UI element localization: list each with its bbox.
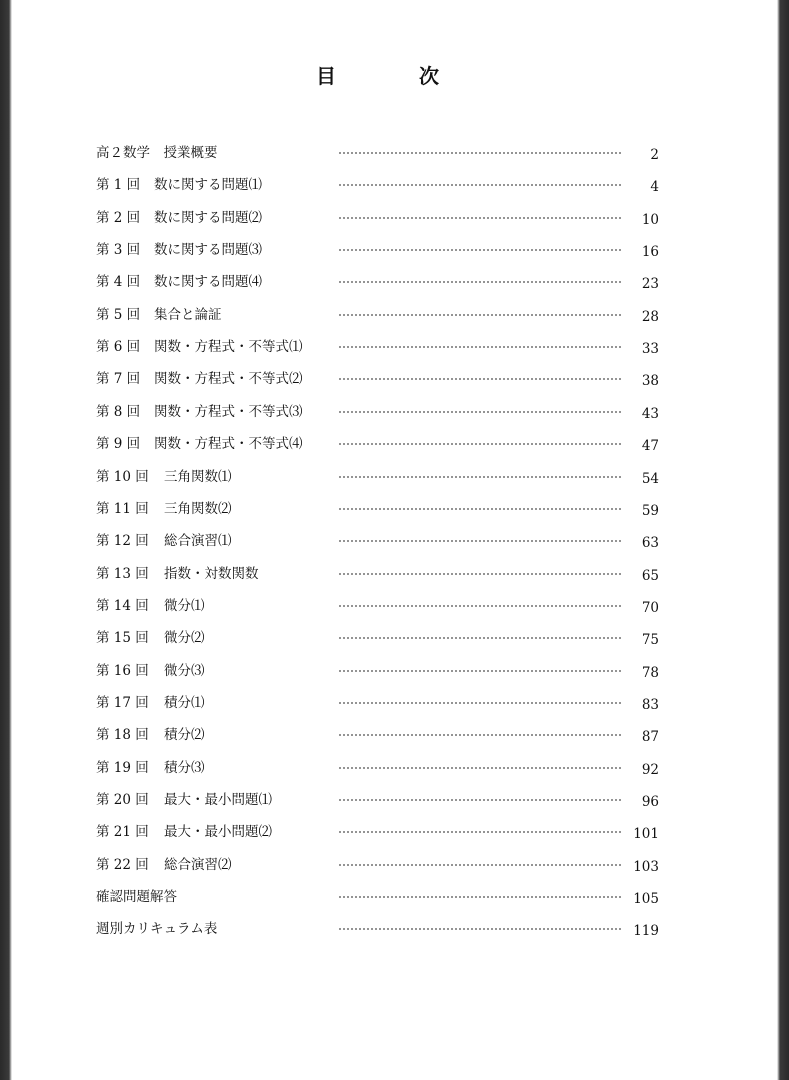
title-char-1: 目 (316, 64, 336, 88)
toc-entry-title: 高２数学 授業概要 (96, 145, 218, 161)
toc-entry-label (96, 240, 262, 260)
dot-leader (338, 152, 622, 154)
toc-entry-page-number: 28 (641, 308, 659, 325)
toc-entry-title: 微分⑵ (164, 630, 205, 647)
toc-entry-number: 第 20 回 (96, 792, 149, 808)
toc-entry-number: 第 6 回 (96, 339, 141, 356)
toc-entry (0, 661, 789, 685)
toc-entry (0, 855, 789, 879)
toc-entry-page-number: 2 (650, 147, 659, 163)
toc-entry-number: 第 14 回 (96, 597, 149, 614)
toc-entry-title: 積分⑶ (164, 759, 205, 776)
toc-entry (0, 208, 789, 232)
toc-entry (0, 693, 789, 717)
toc-entry-page-number: 87 (641, 729, 659, 746)
dot-leader (338, 314, 622, 316)
toc-entry-title: 三角関数⑴ (164, 468, 232, 485)
toc-entry (0, 143, 789, 167)
toc-entry-title: 積分⑵ (164, 727, 205, 744)
toc-entry-page-number: 63 (641, 535, 659, 552)
toc-entry (0, 434, 789, 458)
toc-entry-title: 微分⑴ (164, 597, 205, 614)
toc-entry-page-number: 10 (641, 211, 659, 228)
toc-entry-page-number: 59 (641, 502, 659, 519)
toc-entry-label (96, 855, 232, 875)
toc-entry-label (96, 758, 205, 778)
toc-entry-number: 第 2 回 (96, 209, 141, 226)
dot-leader (338, 670, 622, 672)
toc-entry (0, 531, 789, 555)
dot-leader (338, 184, 622, 186)
toc-entry-label (96, 175, 262, 195)
dot-leader (338, 508, 622, 510)
toc-entry-title: 数に関する問題⑴ (154, 177, 262, 194)
toc-entry-title: 最大・最小問題⑴ (164, 792, 272, 808)
dot-leader (338, 799, 622, 801)
toc-entry-label (96, 531, 232, 551)
toc-entry-page-number: 65 (641, 567, 659, 584)
toc-entry-label (96, 596, 205, 616)
dot-leader (338, 217, 622, 219)
toc-entry-page-number: 105 (633, 891, 659, 908)
dot-leader (338, 346, 622, 348)
toc-entry (0, 337, 789, 361)
toc-entry-number: 第 22 回 (96, 856, 149, 873)
toc-entry (0, 596, 789, 620)
dot-leader (338, 637, 622, 639)
toc-entry-label (96, 305, 222, 325)
toc-entry-title: 微分⑶ (164, 662, 205, 679)
toc-entry (0, 758, 789, 782)
title-char-2: 次 (419, 64, 439, 88)
toc-entry-number: 第 7 回 (96, 371, 141, 388)
toc-entry-label (96, 402, 303, 422)
toc-entry (0, 790, 789, 814)
toc-entry-title: 集合と論証 (154, 306, 222, 323)
toc-entry (0, 564, 789, 588)
dot-leader (338, 831, 622, 833)
toc-entry-title: 関数・方程式・不等式⑴ (154, 339, 303, 356)
toc-entry-title: 総合演習⑵ (164, 856, 232, 873)
dot-leader (338, 702, 622, 704)
dot-leader (338, 281, 622, 283)
toc-entry-label (96, 790, 272, 810)
toc-entry-title: 数に関する問題⑷ (154, 274, 262, 291)
dot-leader (338, 540, 622, 542)
dot-leader (338, 443, 622, 445)
toc-entry-title: 数に関する問題⑶ (154, 242, 262, 259)
toc-entry-title: 指数・対数関数 (164, 565, 259, 582)
toc-entry-page-number: 83 (641, 696, 659, 713)
toc-entry (0, 402, 789, 426)
toc-entry-number: 第 13 回 (96, 565, 149, 582)
toc-entry-number: 第 18 回 (96, 727, 149, 744)
dot-leader (338, 249, 622, 251)
dot-leader (338, 573, 622, 575)
toc-entry-label (96, 272, 262, 292)
toc-entry-page-number: 33 (641, 341, 659, 358)
toc-entry-title: 関数・方程式・不等式⑷ (154, 436, 303, 453)
toc-entry (0, 369, 789, 393)
toc-entry-number: 第 17 回 (96, 694, 149, 711)
toc-entry-page-number: 119 (633, 923, 659, 940)
toc-entry-number: 第 8 回 (96, 403, 141, 420)
toc-entry-page-number: 96 (641, 794, 659, 810)
toc-entry-page-number: 103 (633, 858, 659, 875)
toc-entry-label (96, 208, 262, 228)
toc-entry-number: 第 1 回 (96, 177, 141, 194)
toc-entry-label (96, 369, 303, 389)
toc-entry (0, 272, 789, 296)
toc-entry (0, 175, 789, 199)
toc-entry-page-number: 92 (641, 761, 659, 778)
toc-entry-number: 第 3 回 (96, 242, 141, 259)
toc-entry (0, 919, 789, 943)
toc-entry-number: 第 19 回 (96, 759, 149, 776)
toc-entry (0, 822, 789, 846)
toc-entry-title: 総合演習⑴ (164, 533, 232, 550)
toc-entry-number: 第 16 回 (96, 662, 149, 679)
toc-entry-label (96, 564, 259, 584)
toc-entry (0, 467, 789, 491)
toc-entry-page-number: 47 (641, 438, 659, 455)
toc-entry-label (96, 337, 303, 357)
toc-entry (0, 240, 789, 264)
toc-entry-label (96, 693, 205, 713)
toc-entry-number: 第 4 回 (96, 274, 141, 291)
toc-entry-number: 第 11 回 (96, 500, 149, 517)
toc-entry-page-number: 54 (641, 470, 659, 487)
toc-entry-label (96, 628, 205, 648)
dot-leader (338, 734, 622, 736)
toc-entry-label (96, 434, 303, 454)
dot-leader (338, 896, 622, 898)
dot-leader (338, 378, 622, 380)
toc-entry-page-number: 75 (641, 632, 659, 649)
toc-entry-label (96, 143, 218, 163)
toc-entry-number: 第 9 回 (96, 436, 141, 453)
toc-entry-label (96, 467, 232, 487)
toc-entry-page-number: 101 (633, 826, 659, 843)
toc-entry-label (96, 725, 205, 745)
toc-entry (0, 499, 789, 523)
toc-entry-page-number: 38 (641, 373, 659, 390)
toc-entry-page-number: 70 (641, 599, 659, 616)
toc-entry (0, 628, 789, 652)
toc-entry-label (96, 661, 205, 681)
dot-leader (338, 928, 622, 930)
toc-entry-label (96, 887, 177, 907)
toc-entry-label (96, 499, 232, 519)
toc-entry-page-number: 43 (641, 405, 659, 422)
toc-entry (0, 725, 789, 749)
toc-entry-title: 数に関する問題⑵ (154, 209, 262, 226)
toc-entry-title: 関数・方程式・不等式⑵ (154, 371, 303, 388)
toc-entry-page-number: 4 (650, 179, 659, 196)
toc-entry-label (96, 919, 217, 939)
dot-leader (338, 476, 622, 478)
toc-entry-title: 最大・最小問題⑵ (164, 824, 272, 841)
toc-entry-title: 三角関数⑵ (164, 500, 232, 517)
dot-leader (338, 605, 622, 607)
toc-entry-title: 確認問題解答 (96, 889, 177, 906)
dot-leader (338, 411, 622, 413)
toc-entry-title: 週別カリキュラム表 (96, 921, 218, 938)
toc-entry-number: 第 5 回 (96, 306, 141, 323)
toc-entry-label (96, 822, 272, 842)
toc-entry-page-number: 23 (641, 276, 659, 293)
toc-entry-number: 第 12 回 (96, 533, 149, 550)
toc-entry-title: 積分⑴ (164, 694, 205, 711)
toc-entry-page-number: 16 (641, 244, 659, 261)
dot-leader (338, 767, 622, 769)
toc-entry (0, 887, 789, 911)
toc-entry-title: 関数・方程式・不等式⑶ (154, 403, 303, 420)
toc-entry-page-number: 78 (641, 664, 659, 681)
toc-entry-number: 第 15 回 (96, 630, 149, 647)
toc-entry-number: 第 21 回 (96, 824, 149, 841)
toc-entry-number: 第 10 回 (96, 468, 149, 485)
toc-entry (0, 305, 789, 329)
dot-leader (338, 864, 622, 866)
